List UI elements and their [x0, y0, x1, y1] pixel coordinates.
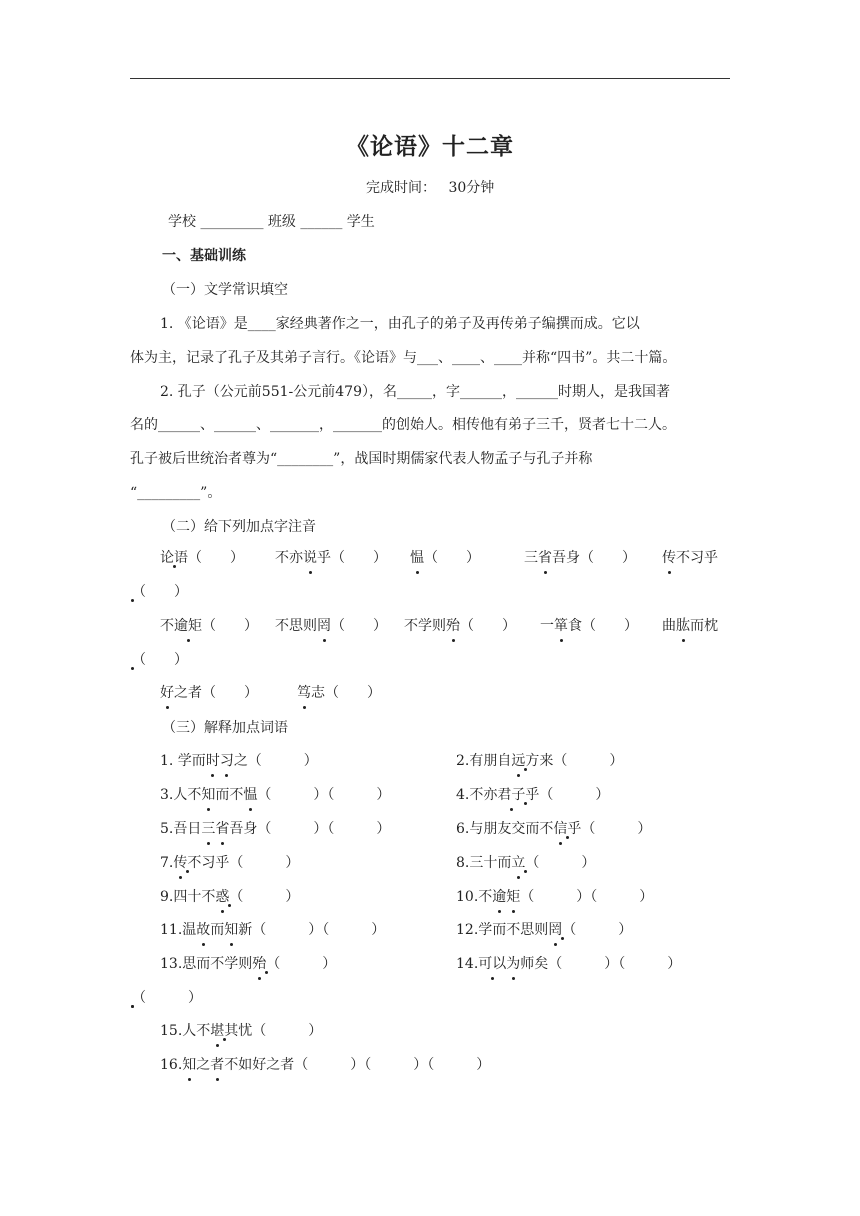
pinyin-item: 不逾矩（ ）	[160, 618, 258, 634]
question-1-line-2: 体为主，记录了孔子及其弟子言行。《论语》与___、____、____并称“四书”。共二十篇。	[130, 350, 677, 366]
explain-item: 8.三十而立（ ）	[456, 855, 596, 871]
subsection-literature: （一）文学常识填空	[162, 282, 288, 298]
pinyin-item: 三省吾身（ ）	[524, 550, 636, 566]
explain-item: 6.与朋友交而不信乎（ ）	[456, 821, 652, 837]
question-2-line-2: 名的______、______、_______，_______的创始人。相传他有弟子三千，贤者七十二人。	[130, 417, 676, 433]
question-1-line-1: 1. 《论语》是____家经典著作之一，由孔子的弟子及再传弟子编撰而成。它以	[160, 316, 640, 332]
pinyin-item: （ ）	[132, 584, 188, 600]
subsection-pinyin: （二）给下列加点字注音	[162, 519, 316, 535]
explain-item: 3.人不知而不愠（ ）（ ）	[160, 787, 391, 803]
pinyin-item: （ ）	[132, 652, 188, 668]
pinyin-item: 不学则殆（ ）	[404, 618, 516, 634]
explain-item: 9.四十不惑（ ）	[160, 889, 300, 905]
explain-item: 13.思而不学则殆（ ）	[160, 956, 337, 972]
pinyin-item: 笃志（ ）	[297, 685, 381, 701]
pinyin-item: 好之者（ ）	[160, 685, 258, 701]
page-title: 《论语》十二章	[346, 133, 514, 160]
completion-time-value: 30分钟	[448, 180, 495, 196]
explain-item: 11.温故而知新（ ）（ ）	[160, 922, 386, 938]
header-rule	[130, 78, 730, 79]
explain-item: 7.传不习乎（ ）	[160, 855, 300, 871]
completion-time	[366, 178, 494, 198]
explain-item: 14.可以为师矣（ ）（ ）	[456, 956, 682, 972]
question-2-line-3: 孔子被后世统治者尊为“________”，战国时期儒家代表人物孟子与孔子并称	[130, 451, 593, 467]
section-heading-basic: 一、基础训练	[162, 248, 246, 264]
explain-item: 5.吾日三省吾身（ ）（ ）	[160, 821, 391, 837]
explain-item: 4.不亦君子乎（ ）	[456, 787, 610, 803]
pinyin-item: 传不习乎	[662, 550, 718, 566]
completion-time-label: 完成时间：	[366, 180, 436, 196]
pinyin-item: 愠（ ）	[410, 550, 480, 566]
explain-item: 1. 学而时习之（ ）	[160, 753, 318, 769]
pinyin-item: 一箪食（ ）	[540, 618, 638, 634]
pinyin-item: 不思则罔（ ）	[275, 618, 387, 634]
explain-item: （ ）	[132, 990, 202, 1006]
explain-item: 16.知之者不如好之者（ ）（ ）（ ）	[160, 1057, 491, 1073]
student-info-line: 学校 _________ 班级 ______ 学生	[168, 214, 375, 230]
question-2-line-1: 2. 孔子（公元前551-公元前479），名_____，字______，______时期人，是我国著	[160, 384, 670, 400]
explain-item: 10.不逾矩（ ）（ ）	[456, 889, 654, 905]
explain-item: 15.人不堪其忧（ ）	[160, 1023, 323, 1039]
subsection-explain: （三）解释加点词语	[162, 720, 288, 736]
pinyin-item: 不亦说乎（ ）	[275, 550, 387, 566]
explain-item: 2.有朋自远方来（ ）	[456, 753, 624, 769]
explain-item: 12.学而不思则罔（ ）	[456, 922, 633, 938]
pinyin-item: 论语（ ）	[160, 550, 244, 566]
question-2-line-4: “_________”。	[130, 485, 222, 501]
pinyin-item: 曲肱而枕	[662, 618, 718, 634]
